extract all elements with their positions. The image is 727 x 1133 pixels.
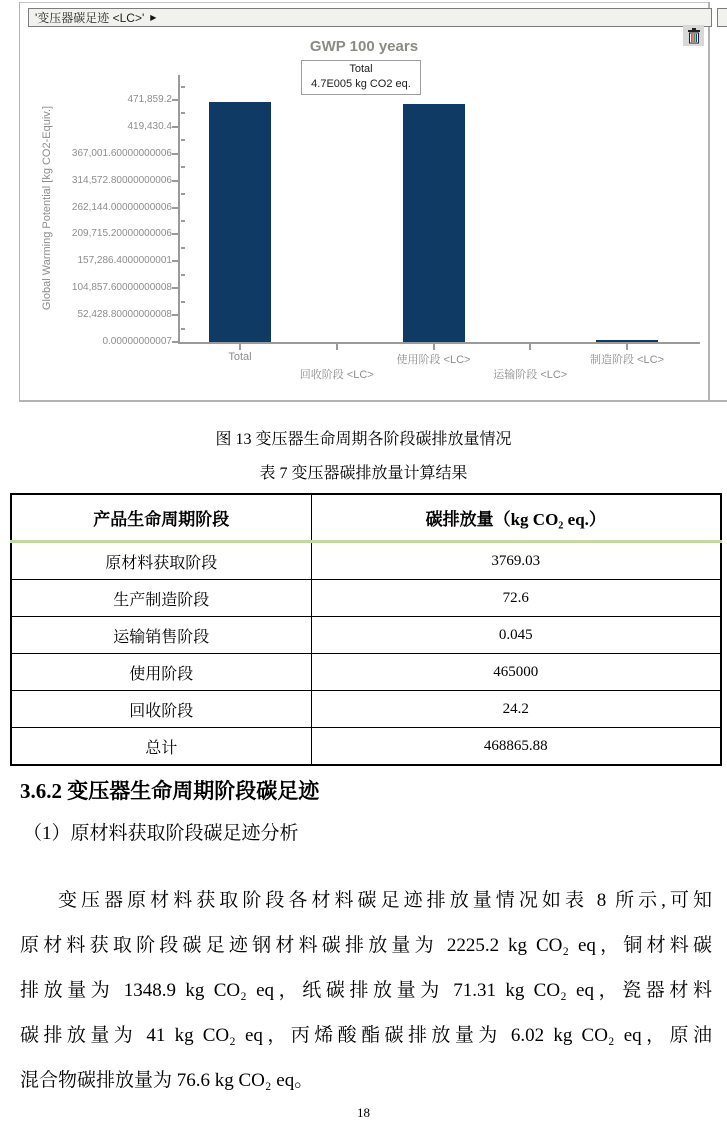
y-tick-label: 262,144.00000000006	[71, 201, 172, 213]
table-row	[11, 542, 721, 580]
body-paragraph	[20, 878, 712, 1103]
y-axis	[178, 75, 180, 344]
y-major-tick	[172, 260, 178, 262]
table-row	[11, 617, 721, 654]
y-tick-label: 52,428.80000000008	[77, 309, 172, 321]
value-cell: 468865.88	[311, 728, 721, 766]
widget-right-divider	[708, 2, 710, 402]
tooltip-series: Total	[349, 63, 373, 75]
y-minor-tick	[181, 166, 185, 168]
stage-cell: 生产制造阶段	[11, 580, 311, 617]
chart-bar[interactable]	[209, 102, 271, 342]
table-header-emission: 碳排放量（kg CO₂ eq.）	[311, 494, 721, 542]
y-major-tick	[172, 207, 178, 209]
y-minor-tick	[181, 247, 185, 249]
figure-caption: 图 13 变压器生命周期各阶段碳排放量情况	[215, 431, 512, 448]
value-cell: 24.2	[311, 691, 721, 728]
paragraph-line: 碳排放量为 41 kg CO₂ eq，丙烯酸酯碳排放量为 6.02 kg CO₂ eq，原油	[20, 1025, 712, 1046]
y-major-tick	[172, 126, 178, 128]
x-category-label: 回收阶段 <LC>	[299, 369, 374, 381]
paragraph-line: 变压器原材料获取阶段各材料碳足迹排放量情况如表 8 所示,可知	[58, 890, 712, 911]
y-tick-label: 471,859.2	[127, 94, 172, 105]
x-axis-tick	[626, 344, 628, 350]
x-axis	[178, 342, 700, 344]
tooltip-value: 4.7E005 kg CO2 eq.	[311, 78, 411, 90]
chart-title: GWP 100 years	[309, 38, 419, 55]
emissions-table	[10, 493, 722, 766]
y-major-tick	[172, 341, 178, 343]
stage-cell: 原材料获取阶段	[11, 542, 311, 580]
stage-cell: 运输销售阶段	[11, 617, 311, 654]
widget-top-border	[19, 2, 710, 3]
value-cell: 465000	[311, 654, 721, 691]
widget-bottom-border	[19, 400, 727, 402]
chart-bar[interactable]	[596, 340, 658, 342]
page-number: 18	[357, 1105, 370, 1120]
paragraph-line: 混合物碳排放量为 76.6 kg CO₂ eq。	[20, 1070, 314, 1091]
chart-tooltip	[301, 60, 421, 95]
y-tick-label: 209,715.20000000006	[71, 228, 172, 240]
paragraph-line: 原材料获取阶段碳足迹钢材料碳排放量为 2225.2 kg CO₂ eq，铜材料碳	[20, 935, 712, 956]
table-caption: 表 7 变压器碳排放量计算结果	[259, 465, 468, 482]
y-minor-tick	[181, 86, 185, 88]
y-axis-title: Global Warming Potential [kg CO2-Equiv.]	[41, 105, 53, 311]
y-tick-label: 314,572.80000000006	[71, 174, 172, 186]
value-cell: 72.6	[311, 580, 721, 617]
x-axis-tick	[239, 344, 241, 350]
table-header-stage: 产品生命周期阶段	[11, 494, 311, 542]
x-axis-tick	[433, 344, 435, 350]
sub-heading: （1）原材料获取阶段碳足迹分析	[23, 823, 299, 844]
y-tick-label: 367,001.60000000006	[71, 147, 172, 159]
paragraph-line: 排放量为 1348.9 kg CO₂ eq，纸碳排放量为 71.31 kg CO₂ eq，瓷器材料	[20, 980, 712, 1001]
y-tick-label: 157,286.4000000001	[77, 255, 172, 267]
y-minor-tick	[181, 301, 185, 303]
y-minor-tick	[181, 112, 185, 114]
y-tick-label: 0.00000000007	[102, 336, 172, 347]
tab-label: '变压器碳足迹 <LC>'	[35, 11, 145, 25]
widget-left-border	[19, 2, 20, 401]
y-major-tick	[172, 314, 178, 316]
x-category-label: 制造阶段 <LC>	[590, 354, 664, 366]
y-major-tick	[172, 233, 178, 235]
y-tick-label: 419,430.4	[127, 120, 172, 132]
table-row	[11, 728, 721, 766]
x-category-label: 运输阶段 <LC>	[493, 369, 568, 381]
chevron-right-icon: ▶	[150, 13, 157, 22]
stage-cell: 使用阶段	[11, 654, 311, 691]
y-minor-tick	[181, 193, 185, 195]
y-major-tick	[172, 287, 178, 289]
table-row	[11, 580, 721, 617]
x-axis-tick	[336, 344, 338, 350]
y-tick-label: 104,857.60000000008	[71, 282, 172, 294]
value-cell: 3769.03	[311, 542, 721, 580]
tab-chart-view[interactable]	[28, 8, 712, 27]
x-category-label: Total	[228, 351, 252, 363]
chart-widget	[0, 0, 727, 404]
y-major-tick	[172, 180, 178, 182]
x-category-label: 使用阶段 <LC>	[396, 354, 471, 366]
value-cell: 0.045	[311, 617, 721, 654]
table-header-row	[11, 494, 721, 542]
y-minor-tick	[181, 274, 185, 276]
stage-cell: 回收阶段	[11, 691, 311, 728]
table-row	[11, 654, 721, 691]
y-major-tick	[172, 99, 178, 101]
y-minor-tick	[181, 139, 185, 141]
table-row	[11, 691, 721, 728]
y-minor-tick	[181, 220, 185, 222]
section-heading: 3.6.2 变压器生命周期阶段碳足迹	[20, 779, 320, 803]
stage-cell: 总计	[11, 728, 311, 766]
y-major-tick	[172, 153, 178, 155]
y-minor-tick	[181, 328, 185, 330]
x-axis-tick	[529, 344, 531, 350]
chart-bar[interactable]	[403, 104, 465, 342]
adjacent-panel-fragment	[717, 8, 727, 27]
